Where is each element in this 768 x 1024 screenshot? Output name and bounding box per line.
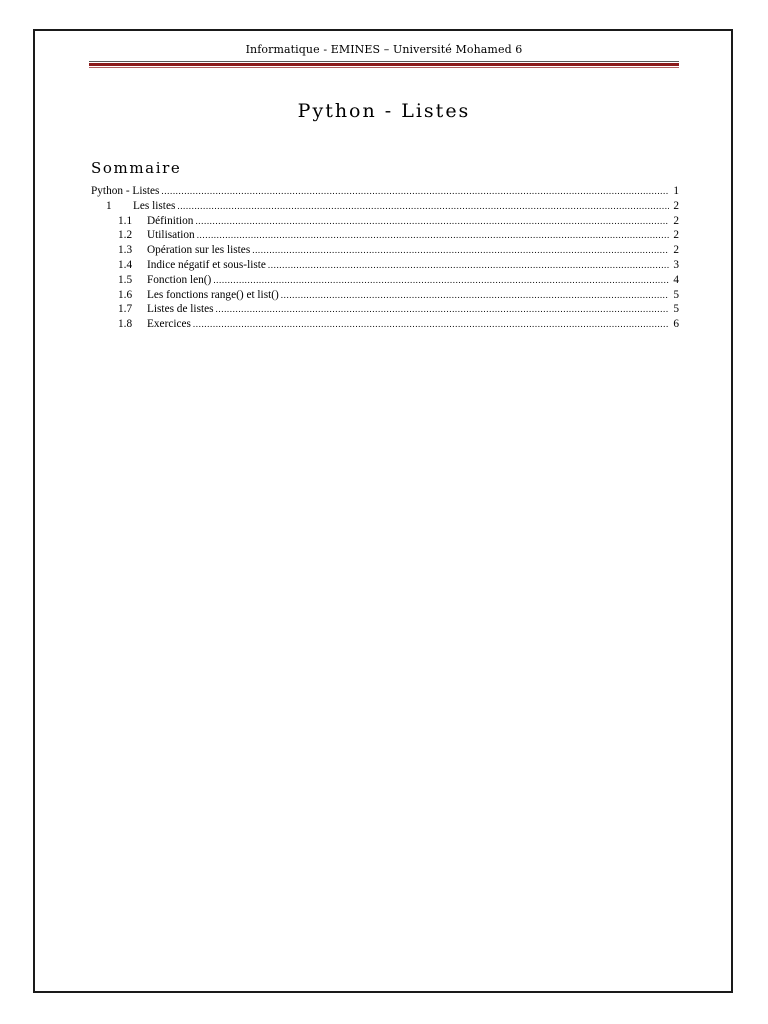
toc-entry-page: 2 (673, 229, 679, 242)
toc-leader-dots (193, 317, 669, 332)
toc-entry-label: Les fonctions range() et list() (147, 288, 279, 301)
header-rule-thick (89, 63, 679, 66)
toc-entry-number: 1.6 (118, 288, 133, 301)
toc-entry[interactable] (91, 199, 679, 214)
toc-entry[interactable] (91, 258, 679, 273)
toc-entry[interactable] (91, 317, 679, 332)
running-header: Informatique - EMINES – Université Mohamed 6 (245, 43, 523, 56)
toc-entry-label: Définition (147, 214, 194, 227)
toc-leader-dots (161, 184, 669, 199)
toc-leader-dots (197, 228, 669, 243)
toc-entry-number: 1.7 (118, 303, 133, 316)
toc-entry-number: 1 (106, 199, 112, 212)
toc-entry-label: Python - Listes (91, 185, 160, 197)
toc-entry[interactable] (91, 243, 679, 258)
toc-leader-dots (281, 288, 669, 303)
toc-leader-dots (268, 258, 669, 273)
toc-entry-label: Fonction len() (147, 273, 212, 286)
toc-entry-page: 2 (673, 244, 679, 257)
toc-leader-dots (252, 243, 669, 258)
toc-entry-page: 2 (673, 199, 679, 212)
toc-entry-label: Opération sur les listes (147, 244, 251, 257)
toc-entry-page: 4 (673, 273, 679, 286)
toc-entry-page: 1 (673, 185, 679, 197)
toc-entry-number: 1.5 (118, 273, 133, 286)
toc-entry-label: Exercices (147, 318, 191, 331)
toc-entry-number: 1.1 (118, 214, 133, 227)
toc-entry[interactable] (91, 214, 679, 229)
toc-entry-number: 1.3 (118, 244, 133, 257)
toc-entry-page: 5 (673, 303, 679, 316)
toc-entry-page: 5 (673, 288, 679, 301)
toc-entry-label: Utilisation (147, 229, 195, 242)
toc-entry-page: 2 (673, 214, 679, 227)
toc-leader-dots (216, 302, 669, 317)
toc-entry-label: Listes de listes (147, 303, 214, 316)
toc-leader-dots (177, 199, 669, 214)
toc-entry[interactable] (91, 302, 679, 317)
toc-entry[interactable] (91, 273, 679, 288)
document-title: Python - Listes (297, 100, 471, 122)
toc-entry[interactable] (91, 288, 679, 303)
toc-entry-number: 1.8 (118, 318, 133, 331)
toc-heading: Sommaire (91, 159, 182, 177)
toc-entry[interactable] (91, 184, 679, 199)
toc-entry-page: 6 (673, 318, 679, 331)
toc-entry-label: Indice négatif et sous-liste (147, 258, 266, 271)
toc-leader-dots (213, 273, 669, 288)
toc-entry[interactable] (91, 228, 679, 243)
toc-entry-number: 1.4 (118, 258, 133, 271)
header-rule-bottom (89, 67, 679, 68)
toc-entry-label: Les listes (133, 199, 176, 212)
toc-leader-dots (195, 214, 669, 229)
toc-entry-number: 1.2 (118, 229, 133, 242)
toc-entry-page: 3 (673, 258, 679, 271)
table-of-contents (91, 184, 679, 332)
header-rule-thin (89, 61, 679, 62)
